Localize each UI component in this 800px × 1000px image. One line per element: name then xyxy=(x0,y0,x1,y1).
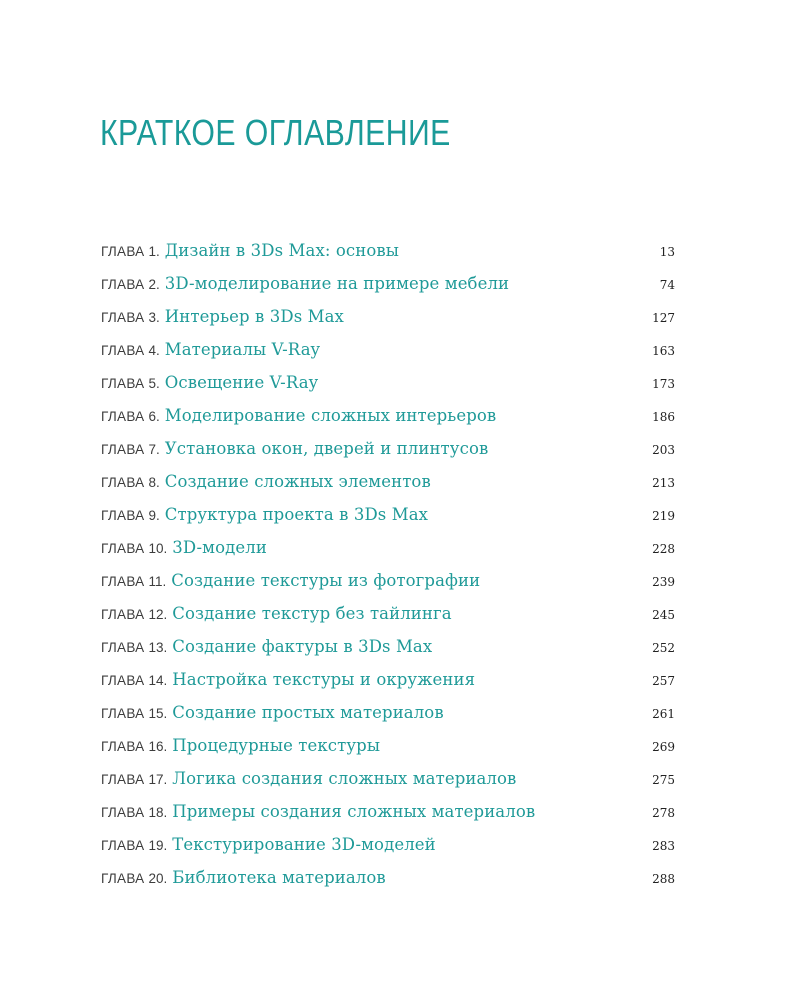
toc-entry-4[interactable] xyxy=(101,333,675,366)
chapter-label: ГЛАВА xyxy=(101,838,145,853)
chapter-label: ГЛАВА xyxy=(101,244,145,259)
chapter-number: 3. xyxy=(148,310,160,325)
toc-entry-8[interactable] xyxy=(101,465,675,498)
page-title: КРАТКОЕ ОГЛАВЛЕНИЕ xyxy=(100,112,451,153)
toc-entry-15[interactable] xyxy=(101,696,675,729)
chapter-title[interactable]: Логика создания сложных материалов xyxy=(172,769,517,788)
chapter-number: 18. xyxy=(148,805,168,820)
toc-entry-5[interactable] xyxy=(101,366,675,399)
chapter-title[interactable]: Освещение V-Ray xyxy=(164,373,319,392)
chapter-page-number: 288 xyxy=(652,872,675,886)
chapter-page-number: 186 xyxy=(652,410,675,424)
chapter-number: 1. xyxy=(148,244,160,259)
chapter-number: 8. xyxy=(148,475,160,490)
chapter-number: 2. xyxy=(148,277,160,292)
chapter-title[interactable]: Создание текстуры из фотографии xyxy=(171,571,481,590)
chapter-number: 5. xyxy=(148,376,160,391)
chapter-title[interactable]: Установка окон, дверей и плинтусов xyxy=(164,439,489,458)
chapter-number: 20. xyxy=(148,871,168,886)
chapter-page-number: 163 xyxy=(652,344,675,358)
chapter-page-number: 252 xyxy=(652,641,675,655)
chapter-page-number: 173 xyxy=(652,377,675,391)
toc-entry-7[interactable] xyxy=(101,432,675,465)
chapter-number: 13. xyxy=(148,640,168,655)
chapter-title[interactable]: Текстурирование 3D-моделей xyxy=(172,835,436,854)
toc-entry-10[interactable] xyxy=(101,531,675,564)
chapter-number: 4. xyxy=(148,343,160,358)
chapter-label: ГЛАВА xyxy=(101,475,145,490)
chapter-number: 10. xyxy=(148,541,168,556)
chapter-page-number: 127 xyxy=(652,311,675,325)
chapter-label: ГЛАВА xyxy=(101,376,145,391)
chapter-number: 19. xyxy=(148,838,168,853)
chapter-label: ГЛАВА xyxy=(101,640,145,655)
chapter-page-number: 283 xyxy=(652,839,675,853)
chapter-page-number: 278 xyxy=(652,806,675,820)
chapter-title[interactable]: 3D-модели xyxy=(172,538,267,557)
chapter-label: ГЛАВА xyxy=(101,772,145,787)
chapter-number: 9. xyxy=(148,508,160,523)
chapter-number: 7. xyxy=(148,442,160,457)
toc-entry-16[interactable] xyxy=(101,729,675,762)
chapter-title[interactable]: Создание фактуры в 3Ds Max xyxy=(172,637,433,656)
toc-entry-14[interactable] xyxy=(101,663,675,696)
chapter-title[interactable]: Настройка текстуры и окружения xyxy=(172,670,476,689)
toc-entry-6[interactable] xyxy=(101,399,675,432)
chapter-label: ГЛАВА xyxy=(101,277,145,292)
chapter-title[interactable]: Создание простых материалов xyxy=(172,703,444,722)
chapter-label: ГЛАВА xyxy=(101,805,145,820)
chapter-number: 11. xyxy=(148,574,167,589)
chapter-page-number: 257 xyxy=(652,674,675,688)
chapter-page-number: 203 xyxy=(652,443,675,457)
toc-entry-19[interactable] xyxy=(101,828,675,861)
chapter-page-number: 239 xyxy=(652,575,675,589)
chapter-label: ГЛАВА xyxy=(101,739,145,754)
toc-entry-20[interactable] xyxy=(101,861,675,894)
chapter-label: ГЛАВА xyxy=(101,607,145,622)
toc-entry-9[interactable] xyxy=(101,498,675,531)
chapter-page-number: 245 xyxy=(652,608,675,622)
chapter-number: 17. xyxy=(148,772,168,787)
chapter-page-number: 269 xyxy=(652,740,675,754)
chapter-number: 6. xyxy=(148,409,160,424)
chapter-title[interactable]: Материалы V-Ray xyxy=(164,340,321,359)
chapter-label: ГЛАВА xyxy=(101,310,145,325)
chapter-page-number: 228 xyxy=(652,542,675,556)
chapter-number: 14. xyxy=(148,673,168,688)
chapter-title[interactable]: 3D-моделирование на примере мебели xyxy=(164,274,510,293)
chapter-page-number: 261 xyxy=(652,707,675,721)
chapter-number: 15. xyxy=(148,706,168,721)
table-of-contents xyxy=(101,234,675,894)
toc-entry-12[interactable] xyxy=(101,597,675,630)
chapter-title[interactable]: Создание текстур без тайлинга xyxy=(172,604,452,623)
chapter-title[interactable]: Интерьер в 3Ds Max xyxy=(164,307,344,326)
chapter-label: ГЛАВА xyxy=(101,871,145,886)
toc-entry-18[interactable] xyxy=(101,795,675,828)
chapter-label: ГЛАВА xyxy=(101,706,145,721)
toc-entry-17[interactable] xyxy=(101,762,675,795)
chapter-label: ГЛАВА xyxy=(101,673,145,688)
chapter-title[interactable]: Дизайн в 3Ds Max: основы xyxy=(164,241,399,260)
toc-entry-1[interactable] xyxy=(101,234,675,267)
chapter-label: ГЛАВА xyxy=(101,508,145,523)
chapter-label: ГЛАВА xyxy=(101,541,145,556)
toc-entry-2[interactable] xyxy=(101,267,675,300)
chapter-page-number: 13 xyxy=(659,245,675,259)
chapter-label: ГЛАВА xyxy=(101,574,145,589)
chapter-title[interactable]: Моделирование сложных интерьеров xyxy=(164,406,497,425)
chapter-label: ГЛАВА xyxy=(101,409,145,424)
chapter-title[interactable]: Библиотека материалов xyxy=(172,868,386,887)
chapter-number: 12. xyxy=(148,607,168,622)
chapter-title[interactable]: Создание сложных элементов xyxy=(164,472,431,491)
chapter-title[interactable]: Примеры создания сложных материалов xyxy=(172,802,536,821)
chapter-page-number: 213 xyxy=(652,476,675,490)
chapter-page-number: 275 xyxy=(652,773,675,787)
toc-entry-3[interactable] xyxy=(101,300,675,333)
chapter-label: ГЛАВА xyxy=(101,343,145,358)
chapter-label: ГЛАВА xyxy=(101,442,145,457)
chapter-number: 16. xyxy=(148,739,168,754)
toc-entry-11[interactable] xyxy=(101,564,675,597)
chapter-title[interactable]: Процедурные текстуры xyxy=(172,736,381,755)
chapter-page-number: 74 xyxy=(659,278,675,292)
chapter-title[interactable]: Структура проекта в 3Ds Max xyxy=(164,505,429,524)
toc-entry-13[interactable] xyxy=(101,630,675,663)
chapter-page-number: 219 xyxy=(652,509,675,523)
